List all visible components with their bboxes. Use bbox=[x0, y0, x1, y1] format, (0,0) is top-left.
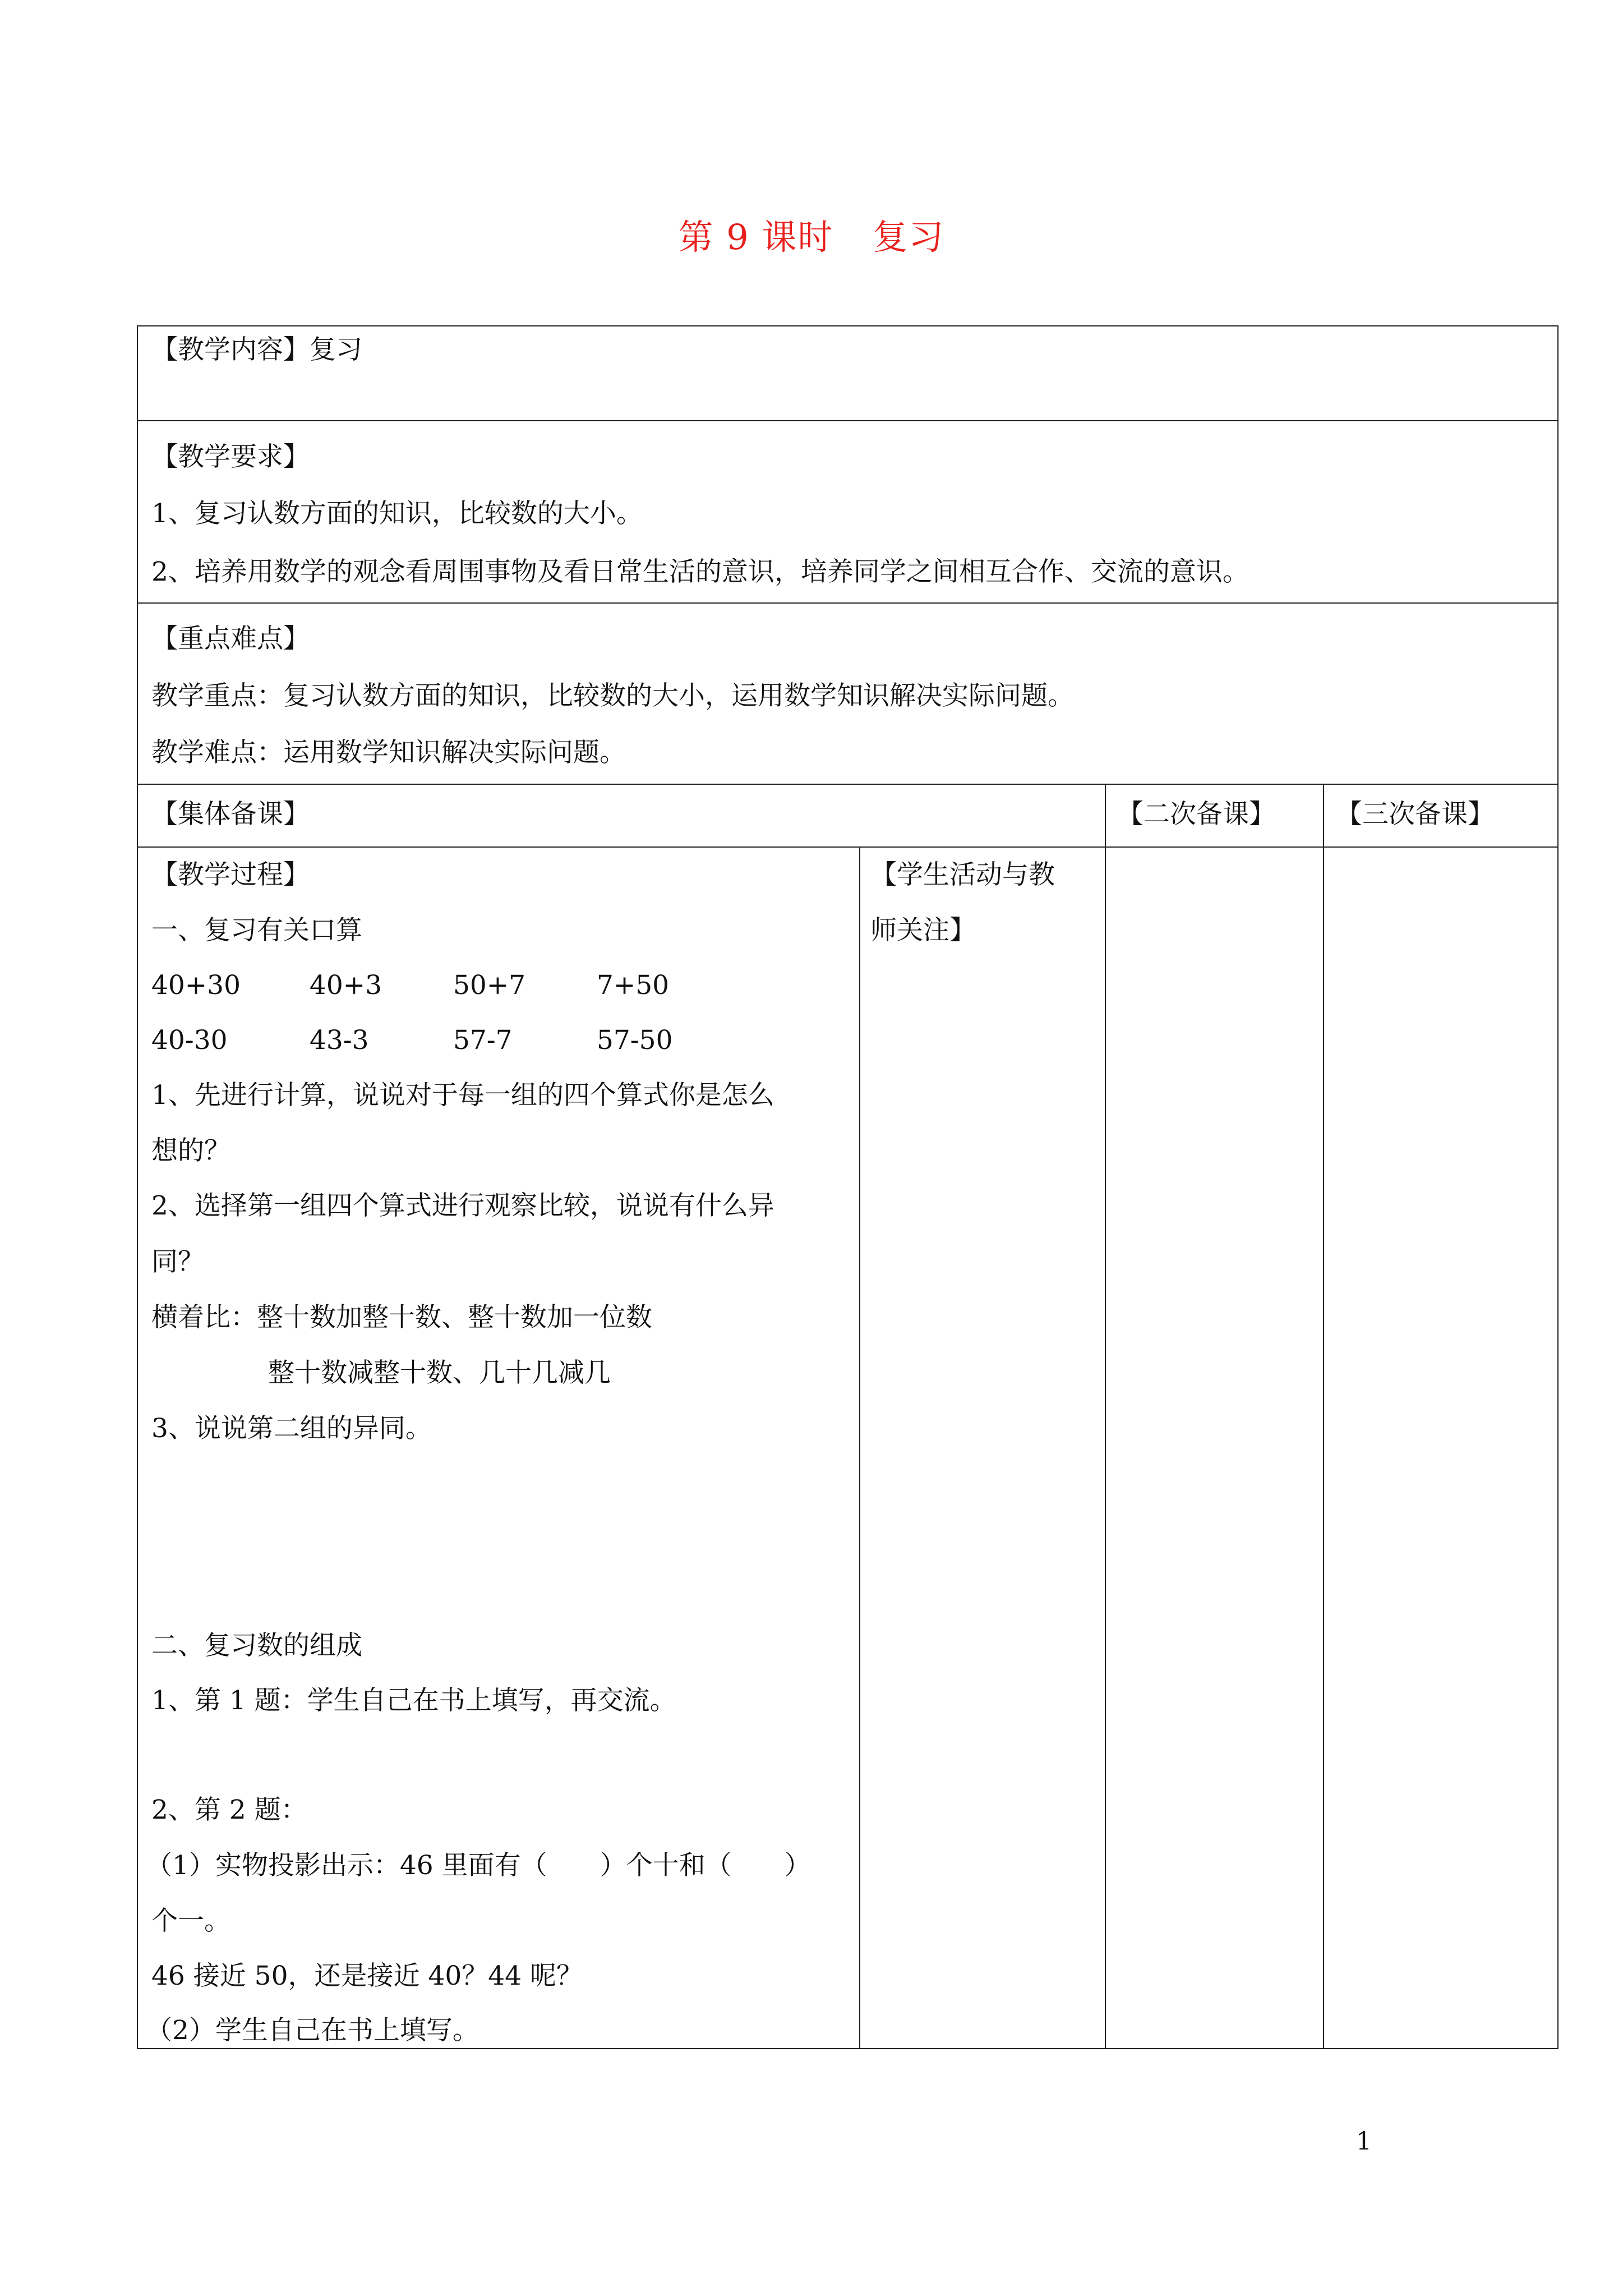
exercise-2-part1-line1: （1）实物投影出示：46 里面有（ ）个十和（ ） bbox=[146, 1850, 811, 1881]
teaching-content-value: 复习 bbox=[310, 334, 362, 365]
requirements-heading: 【教学要求】 bbox=[151, 441, 310, 472]
question-1-line2: 想的？ bbox=[151, 1135, 230, 1166]
section2-title: 二、复习数的组成 bbox=[151, 1630, 362, 1661]
calc-57-7: 57-7 bbox=[453, 1025, 513, 1056]
question-2-line2: 同？ bbox=[151, 1246, 204, 1277]
teaching-content bbox=[151, 333, 362, 367]
row-divider bbox=[138, 420, 1557, 421]
teaching-focus: 教学重点：复习认数方面的知识，比较数的大小，运用数学知识解决实际问题。 bbox=[151, 680, 1074, 711]
question-1-line1: 1、先进行计算，说说对于每一组的四个算式你是怎么 bbox=[151, 1080, 774, 1111]
exercise-1: 1、第 1 题：学生自己在书上填写，再交流。 bbox=[151, 1685, 676, 1716]
calc-50+7: 50+7 bbox=[453, 970, 526, 1001]
calc-40+30: 40+30 bbox=[151, 970, 241, 1001]
calc-40-30: 40-30 bbox=[151, 1025, 228, 1056]
section1-title: 一、复习有关口算 bbox=[151, 915, 362, 946]
question-2-line1: 2、选择第一组四个算式进行观察比较，说说有什么异 bbox=[151, 1190, 774, 1221]
question-3: 3、说说第二组的异同。 bbox=[151, 1413, 432, 1444]
keypoints-heading: 【重点难点】 bbox=[151, 623, 310, 654]
teaching-content-label: 【教学内容】 bbox=[151, 334, 310, 365]
horizontal-compare-line2: 整十数减整十数、几十几减几 bbox=[268, 1358, 611, 1388]
calc-7+50: 7+50 bbox=[597, 970, 670, 1001]
exercise-2-part1-line2: 个一。 bbox=[151, 1906, 230, 1936]
column-divider bbox=[1105, 784, 1106, 2049]
teaching-difficulty: 教学难点：运用数学知识解决实际问题。 bbox=[151, 737, 626, 768]
student-activity-line2: 师关注】 bbox=[870, 915, 976, 946]
row-divider bbox=[138, 846, 1557, 848]
column-divider bbox=[1323, 784, 1324, 2049]
row-divider bbox=[138, 602, 1557, 604]
column-divider bbox=[859, 846, 860, 2049]
row-divider bbox=[138, 784, 1557, 785]
student-activity-line1: 【学生活动与教 bbox=[870, 859, 1055, 890]
calc-57-50: 57-50 bbox=[597, 1025, 673, 1056]
process-heading: 【教学过程】 bbox=[151, 859, 310, 890]
third-prep-header: 【三次备课】 bbox=[1336, 799, 1494, 830]
horizontal-compare-line1: 横着比：整十数加整十数、整十数加一位数 bbox=[151, 1302, 652, 1333]
calc-40+3: 40+3 bbox=[310, 970, 382, 1001]
requirement-item: 1、复习认数方面的知识，比较数的大小。 bbox=[151, 498, 643, 529]
lesson-plan-table bbox=[137, 325, 1559, 2049]
exercise-2: 2、第 2 题： bbox=[151, 1795, 307, 1825]
calc-43-3: 43-3 bbox=[310, 1025, 369, 1056]
exercise-2-question: 46 接近 50，还是接近 40？44 呢？ bbox=[151, 1961, 583, 1991]
page-title bbox=[0, 212, 1623, 263]
requirement-item: 2、培养用数学的观念看周围事物及看日常生活的意识，培养同学之间相互合作、交流的意识。 bbox=[151, 556, 1249, 587]
title-lesson: 第 9 课时 bbox=[678, 217, 834, 257]
second-prep-header: 【二次备课】 bbox=[1117, 799, 1275, 830]
exercise-2-part2: （2）学生自己在书上填写。 bbox=[146, 2015, 479, 2046]
title-topic: 复习 bbox=[873, 217, 945, 257]
page-number: 1 bbox=[1356, 2127, 1372, 2156]
collective-prep-header: 【集体备课】 bbox=[151, 799, 310, 830]
